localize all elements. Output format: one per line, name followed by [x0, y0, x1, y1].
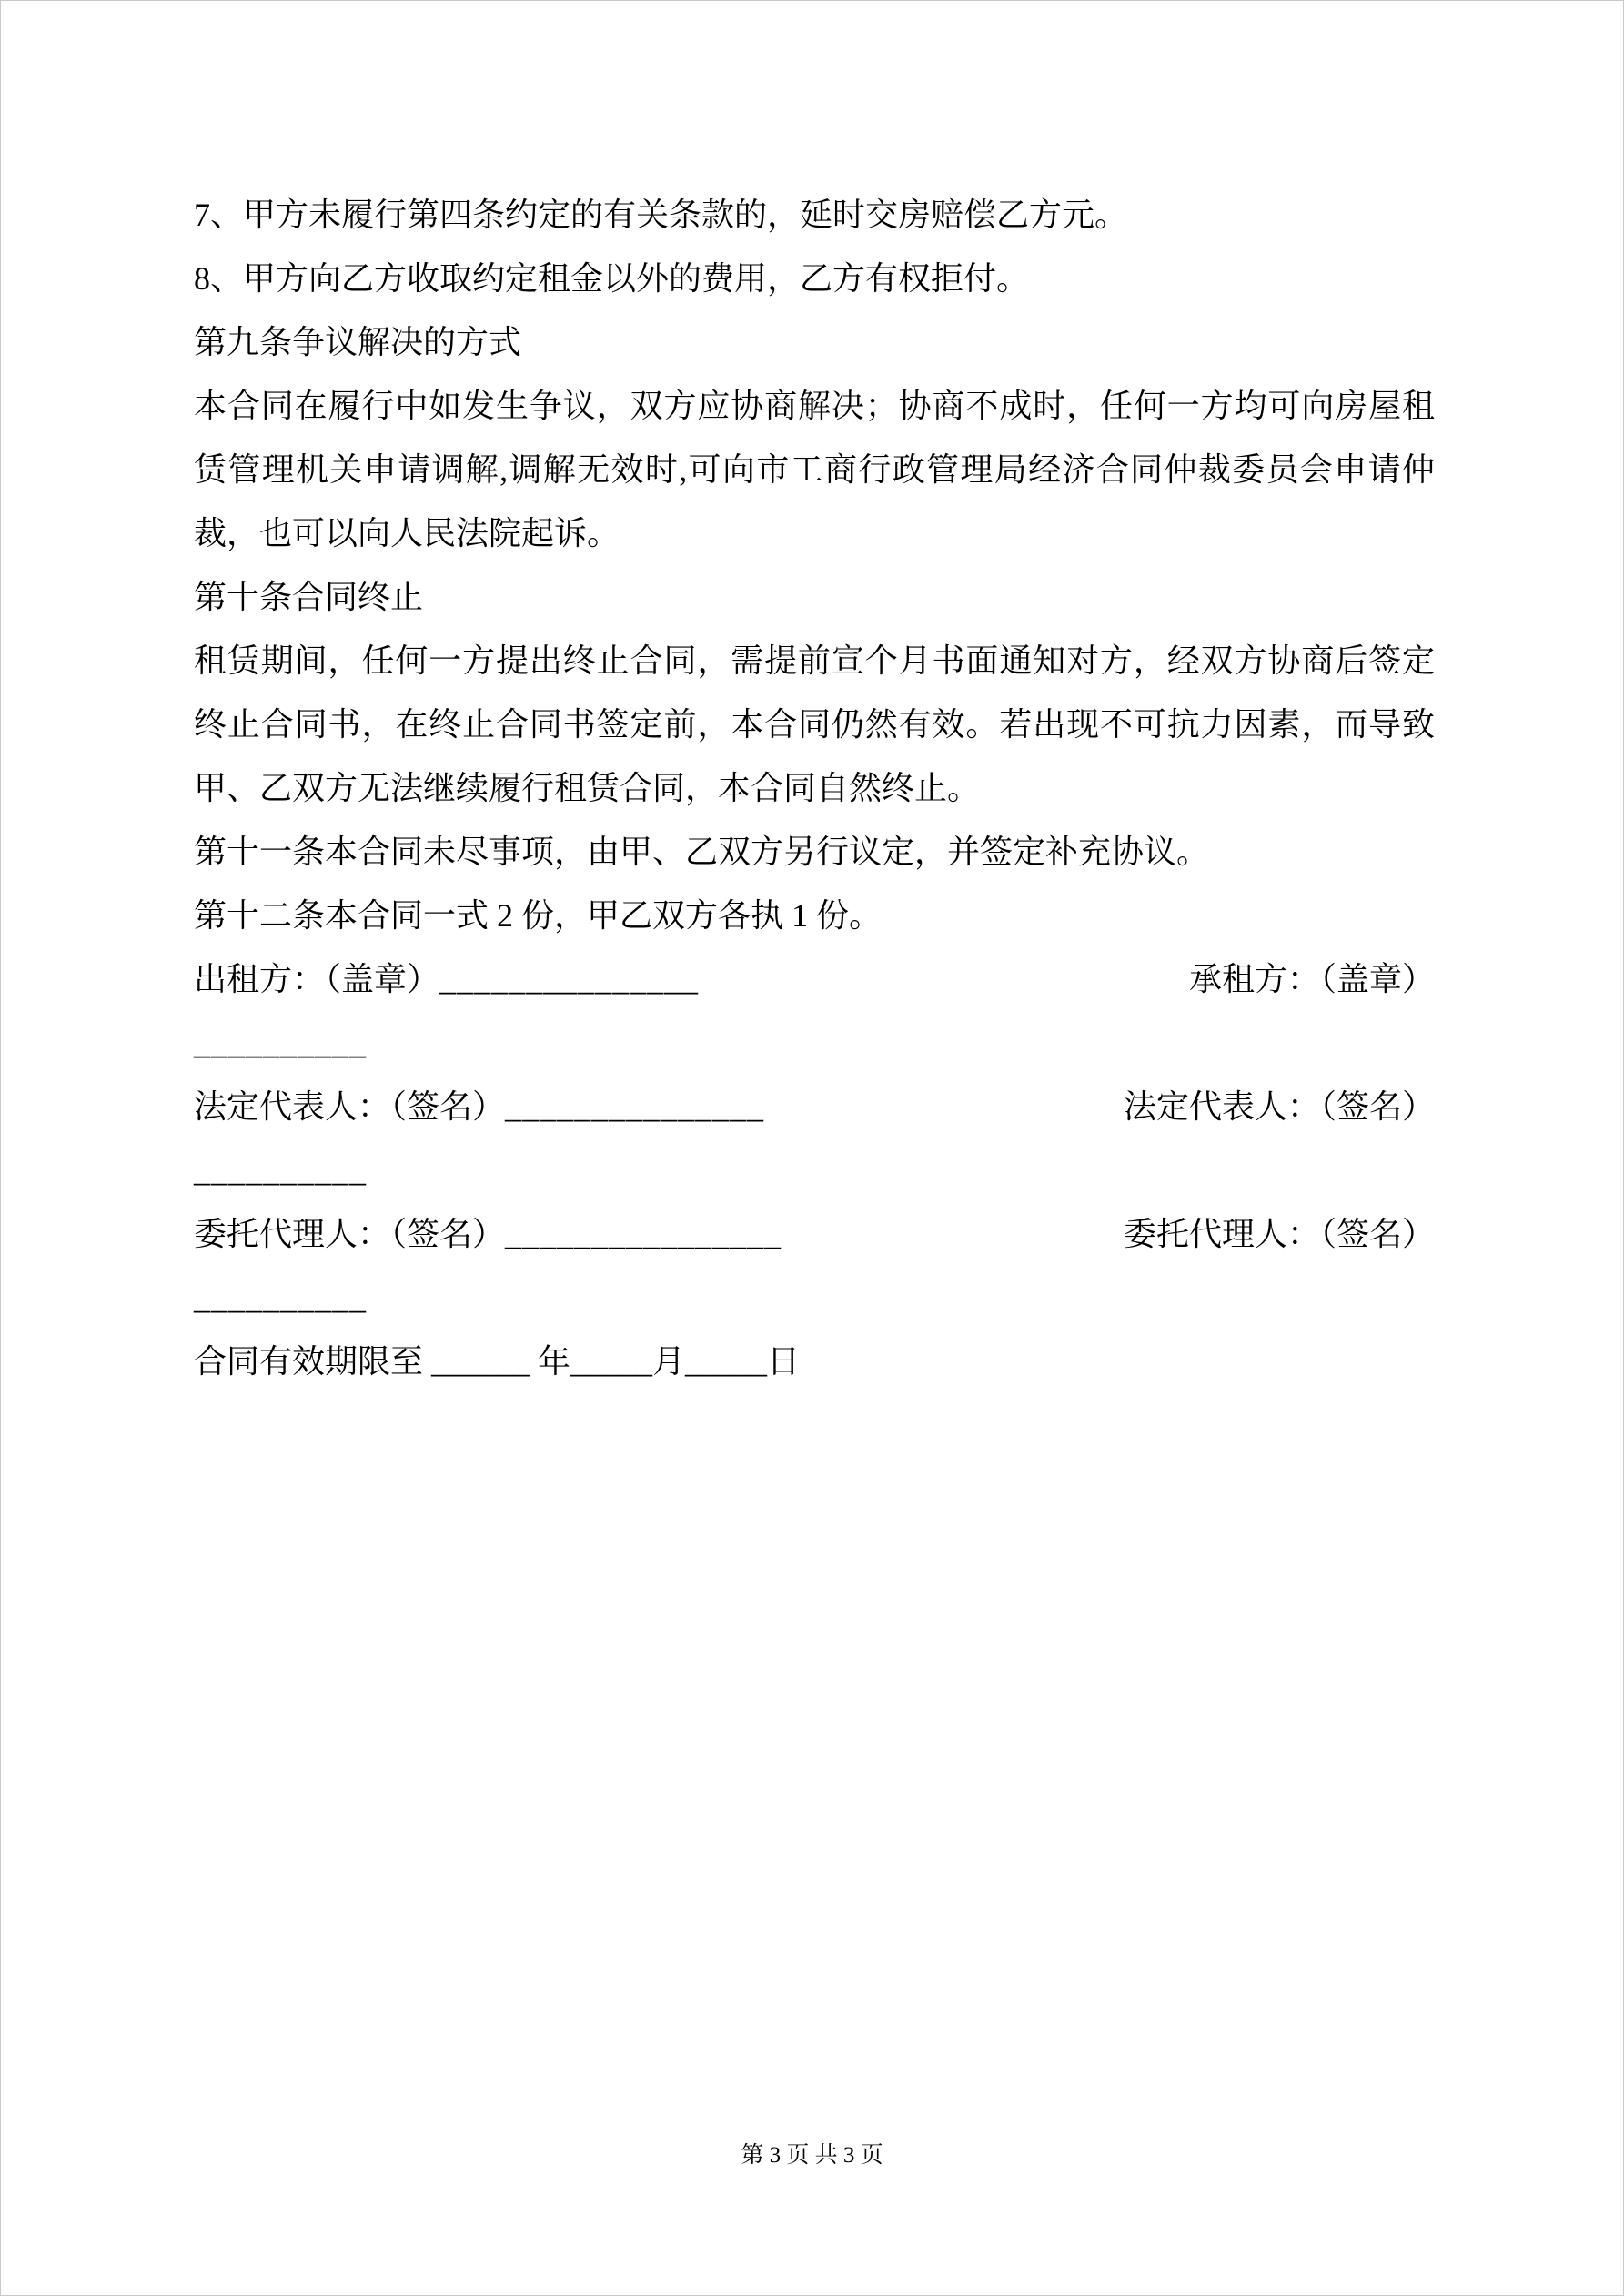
article-9-body: 本合同在履行中如发生争议，双方应协商解决；协商不成时，任何一方均可向房屋租赁管理机关申请调解,调解无效时,可向市工商行政管理局经济合同仲裁委员会申请仲裁，也可以向人民法院起诉。: [194, 388, 1435, 551]
article-10-body: 租赁期间，任何一方提出终止合同，需提前宣个月书面通知对方，经双方协商后签定终止合同书，在终止合同书签定前，本合同仍然有效。若出现不可抗力因素，而导致甲、乙双方无法继续履行租赁合同，本合同自然终止。: [194, 642, 1435, 806]
blank-line-row-3: [194, 1266, 1435, 1330]
lessee-rep-label: 法定代表人：（签名）: [1123, 1088, 1435, 1125]
lessor-agent-blank: ________________: [505, 1216, 782, 1252]
lessee-agent-label: 委托代理人：（签名）: [1123, 1216, 1435, 1252]
blank-line-row-2: [194, 1138, 1435, 1202]
lessor-seal-blank: _______________: [439, 961, 700, 997]
signature-row-representative: [194, 1075, 1435, 1138]
lessor-rep-blank: _______________: [505, 1088, 765, 1125]
lessee-rep-blank: __________: [194, 1152, 367, 1188]
clause-8: 8、甲方向乙方收取约定租金以外的费用，乙方有权拒付。: [194, 260, 1030, 297]
lessor-rep-label: 法定代表人：（签名）: [194, 1088, 506, 1125]
article-9-title: 第九条争议解决的方式: [194, 324, 522, 360]
lessor-seal-label: 出租方：（盖章）: [194, 961, 440, 997]
lessee-seal-label: 承租方：（盖章）: [1188, 961, 1435, 997]
page-number-footer: 第 3 页 共 3 页: [741, 2143, 883, 2168]
lessor-rep-group: [194, 1075, 764, 1138]
lessee-seal-blank: __________: [194, 1025, 367, 1061]
blank-line-row-1: [194, 1011, 1435, 1075]
article-12: 第十二条本合同一式 2 份，甲乙双方各执 1 份。: [194, 897, 883, 934]
article-11: 第十一条本合同未尽事项，由甲、乙双方另行议定，并签定补充协议。: [194, 834, 1210, 870]
lessor-seal-group: [194, 947, 699, 1011]
contract-body: [194, 183, 1435, 1393]
lessor-agent-group: [194, 1202, 782, 1266]
lessor-agent-label: 委托代理人：（签名）: [194, 1216, 506, 1252]
signature-row-agent: [194, 1202, 1435, 1266]
signature-row-seal: [194, 947, 1435, 1011]
lessee-agent-blank: __________: [194, 1279, 367, 1316]
article-10-title: 第十条合同终止: [194, 579, 424, 615]
validity-period-text: 合同有效期限至 ______ 年_____月_____日: [194, 1343, 801, 1380]
validity-period-row: [194, 1330, 1435, 1393]
clause-7: 7、甲方未履行第四条约定的有关条款的，延时交房赔偿乙方元。: [194, 197, 1128, 233]
